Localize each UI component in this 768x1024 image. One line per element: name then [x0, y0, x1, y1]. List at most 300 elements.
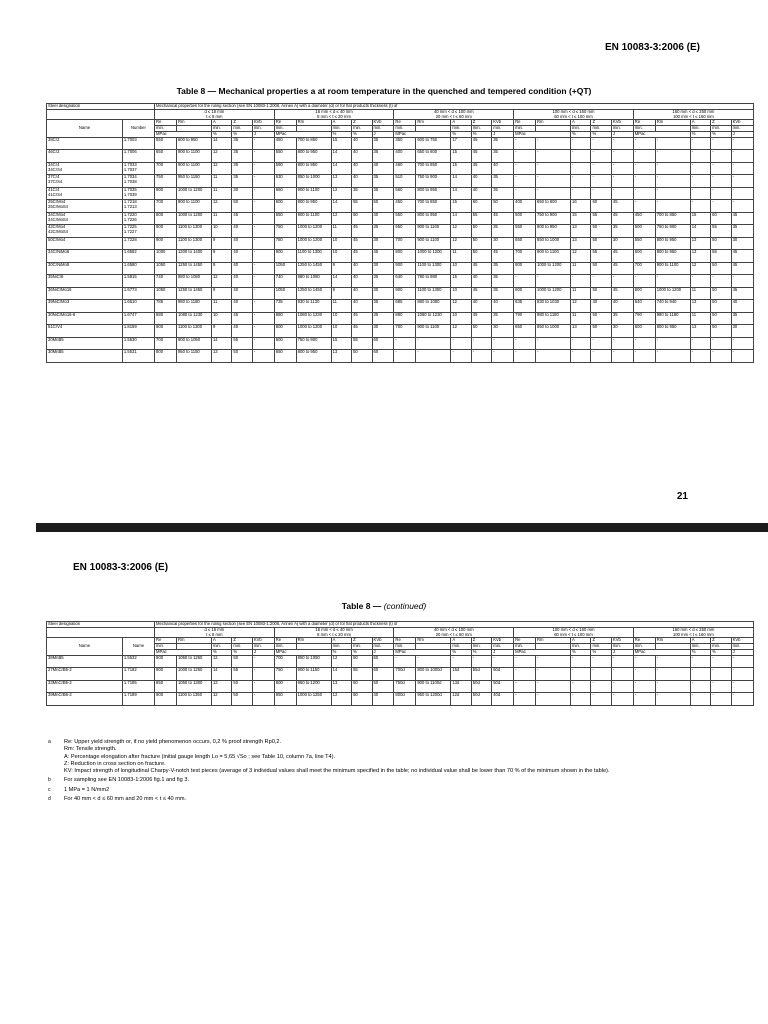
value-cell: - — [536, 150, 571, 163]
range-thickness: 8 mm < t ≤ 20 mm — [317, 113, 351, 119]
value-cell: 650 — [274, 212, 296, 225]
min-header: min. — [571, 126, 591, 132]
value-cell: 750d — [394, 680, 416, 693]
value-cell: - — [571, 137, 591, 150]
value-cell: 60 — [471, 200, 491, 213]
value-cell: - — [394, 337, 416, 350]
value-cell: 50 — [471, 225, 491, 238]
steel-name-cell — [47, 162, 123, 175]
value-cell: - — [633, 162, 655, 175]
value-cell: 55 — [232, 337, 252, 350]
value-cell: 785 — [155, 300, 177, 313]
unit-joule: J — [372, 650, 394, 656]
value-cell: - — [633, 175, 655, 188]
value-cell: - — [711, 680, 731, 693]
steel-name: 46Cr2 — [48, 149, 60, 155]
property-symbol-header: Z — [471, 638, 491, 644]
footnote-mark: a — [48, 739, 51, 745]
value-cell: 55 — [591, 212, 611, 225]
designation-spacer — [47, 627, 155, 638]
value-cell: 1000 to 1200 — [176, 187, 211, 200]
value-cell: - — [591, 175, 611, 188]
footnote — [46, 787, 754, 794]
steel-number: 1.7213 — [123, 204, 137, 210]
value-cell: 780 to 980 — [416, 275, 451, 288]
min-header: min. — [690, 644, 710, 650]
value-cell: - — [492, 655, 514, 668]
value-cell: - — [711, 655, 731, 668]
value-cell: - — [633, 350, 655, 363]
value-cell: 650 — [274, 350, 296, 363]
range-diameter: 160 mm < d ≤ 250 mm — [672, 109, 715, 114]
value-cell: 750 to 900 — [296, 337, 331, 350]
value-cell: 800 — [394, 250, 416, 263]
value-cell: - — [252, 275, 274, 288]
value-cell: - — [655, 275, 690, 288]
value-cell: - — [655, 150, 690, 163]
steel-name-cell — [47, 275, 123, 288]
steel-name-cell — [47, 187, 123, 200]
value-cell: 35 — [372, 300, 394, 313]
value-cell: 800 to 950 — [296, 200, 331, 213]
value-cell: - — [633, 680, 655, 693]
min-header: min. — [633, 126, 655, 132]
value-cell: - — [252, 312, 274, 325]
value-cell: 880 — [274, 312, 296, 325]
value-cell: 980 to 1180 — [176, 300, 211, 313]
value-cell: 640 — [394, 275, 416, 288]
value-cell: 40 — [352, 287, 372, 300]
value-cell: - — [611, 187, 633, 200]
section-range-header — [274, 627, 394, 638]
value-cell: 13d — [451, 680, 471, 693]
property-symbol-header: Rm — [416, 638, 451, 644]
min-header: min. — [611, 644, 633, 650]
unit-percent: % — [690, 132, 710, 138]
table-row — [47, 150, 754, 163]
unit-mpa: MPac — [633, 650, 690, 656]
value-cell: 9 — [211, 250, 231, 263]
value-cell: 35 — [352, 187, 372, 200]
min-header: min. — [232, 644, 252, 650]
steel-number: 1.7218 — [123, 199, 137, 205]
table-row — [47, 325, 754, 338]
steel-number: 1.7033 — [123, 162, 137, 167]
value-cell: 900 — [155, 225, 177, 238]
value-cell: - — [655, 668, 690, 681]
value-cell: 45 — [611, 212, 633, 225]
value-cell: 1100 to 1300 — [416, 262, 451, 275]
value-cell: - — [571, 187, 591, 200]
value-cell: 1000 to 1200 — [296, 225, 331, 238]
steel-name-cell — [47, 655, 123, 668]
value-cell: 50 — [352, 693, 372, 706]
unit-percent: % — [331, 132, 351, 138]
value-cell: - — [252, 200, 274, 213]
unit-mpa: MPac — [514, 650, 571, 656]
steel-name-cell — [47, 200, 123, 213]
value-cell: 30 — [372, 262, 394, 275]
value-cell: 11 — [690, 312, 710, 325]
steel-number: 1.7039 — [123, 191, 137, 197]
property-symbol-header: Re — [514, 638, 536, 644]
value-cell: 40 — [352, 275, 372, 288]
value-cell: - — [252, 225, 274, 238]
value-cell: - — [690, 150, 710, 163]
value-cell: 9 — [211, 287, 231, 300]
value-cell: - — [416, 655, 451, 668]
value-cell: 50 — [471, 325, 491, 338]
value-cell: 60 — [372, 655, 394, 668]
value-cell: 50 — [471, 237, 491, 250]
steel-name: 38Cr2 — [48, 137, 60, 142]
section-range-header — [394, 627, 514, 638]
value-cell: 50 — [352, 655, 372, 668]
value-cell: 50 — [232, 200, 252, 213]
value-cell: 900 to 1100 — [296, 212, 331, 225]
value-cell: - — [711, 162, 731, 175]
value-cell: 45 — [352, 312, 372, 325]
value-cell: 1100 to 1300 — [296, 250, 331, 263]
value-cell: - — [711, 668, 731, 681]
range-thickness: 20 mm < t ≤ 60 mm — [435, 113, 472, 119]
table-title-main: Table 8 — — [341, 601, 382, 611]
value-cell: 30 — [232, 187, 252, 200]
value-cell: - — [655, 137, 690, 150]
value-cell: 35 — [372, 225, 394, 238]
property-symbol-header: KVb — [611, 638, 633, 644]
value-cell: 45 — [352, 237, 372, 250]
steel-name: 30CrNiMo8 — [48, 262, 70, 267]
min-header: min. — [731, 126, 753, 132]
unit-percent: % — [331, 650, 351, 656]
value-cell: 12 — [211, 200, 231, 213]
range-diameter: d ≤ 16 mm — [204, 627, 225, 632]
value-cell: - — [711, 337, 731, 350]
value-cell: 40 — [471, 275, 491, 288]
value-cell: 1000 to 1250 — [176, 668, 211, 681]
value-cell: - — [514, 275, 536, 288]
value-cell: 16 — [571, 200, 591, 213]
min-header: min. — [252, 126, 274, 132]
value-cell: 800 to 950 — [176, 137, 211, 150]
property-symbol-header: KVb — [252, 120, 274, 126]
steel-number: 1.7038 — [123, 179, 137, 185]
min-header: min. — [451, 126, 471, 132]
steel-number: 1.5532 — [123, 655, 137, 660]
value-cell: 45 — [471, 162, 491, 175]
table-row — [47, 250, 754, 263]
value-cell: 600 — [633, 325, 655, 338]
value-cell: 35 — [492, 150, 514, 163]
value-cell: 50 — [591, 312, 611, 325]
min-header: min. — [331, 126, 351, 132]
range-diameter: 40 mm < d ≤ 100 mm — [433, 627, 474, 632]
steel-number: 1.8159 — [123, 324, 137, 330]
min-header: min. — [571, 644, 591, 650]
footnote-line: Z: Reduction in cross section on fracture. — [64, 760, 166, 767]
value-cell: 15d — [451, 668, 471, 681]
value-cell: - — [655, 337, 690, 350]
property-symbol-header: Re — [394, 120, 416, 126]
value-cell: 1050 — [155, 287, 177, 300]
value-cell: 45 — [611, 262, 633, 275]
steel-name: 34CrMoS4 — [48, 216, 69, 222]
steel-number-cell — [122, 225, 154, 238]
value-cell: 30 — [611, 325, 633, 338]
steel-name: 20MnB5 — [48, 337, 64, 342]
value-cell: 800 to 950 — [536, 225, 571, 238]
value-cell: 50 — [232, 680, 252, 693]
value-cell: - — [252, 162, 274, 175]
value-cell: - — [252, 237, 274, 250]
property-symbol-header: Z — [591, 120, 611, 126]
value-cell: 880 to 1080 — [416, 300, 451, 313]
value-cell: 50 — [711, 262, 731, 275]
value-cell: 35 — [372, 187, 394, 200]
value-cell: 60 — [372, 668, 394, 681]
min-header: min. — [394, 126, 416, 132]
value-cell: 40 — [232, 262, 252, 275]
value-cell: 800 — [514, 287, 536, 300]
value-cell: - — [633, 275, 655, 288]
value-cell: - — [571, 175, 591, 188]
number-header: Number — [122, 120, 154, 137]
property-symbol-header: KVb — [731, 120, 753, 126]
value-cell: 11 — [211, 212, 231, 225]
value-cell: 550 — [514, 225, 536, 238]
value-cell: 650 to 800 — [536, 200, 571, 213]
value-cell: 35 — [492, 262, 514, 275]
steel-name: 27MnCrB5-2 — [48, 667, 72, 673]
value-cell: 45 — [352, 225, 372, 238]
steel-name-cell — [47, 312, 123, 325]
section-range-header — [633, 109, 753, 120]
unit-percent: % — [211, 132, 231, 138]
value-cell: - — [492, 350, 514, 363]
value-cell: - — [536, 337, 571, 350]
value-cell: - — [711, 350, 731, 363]
value-cell: 50 — [711, 312, 731, 325]
table-row — [47, 287, 754, 300]
value-cell: 35 — [611, 225, 633, 238]
steel-name: 34CrS4 — [48, 166, 63, 172]
steel-name: 34CrNiMo6 — [48, 249, 70, 255]
table-row — [47, 337, 754, 350]
value-cell: 900 to 1100 — [176, 200, 211, 213]
value-cell: - — [536, 655, 571, 668]
value-cell: 750 to 900 — [536, 212, 571, 225]
unit-percent: % — [471, 650, 491, 656]
range-thickness: 100 mm < t ≤ 160 mm — [672, 631, 714, 637]
table-row — [47, 262, 754, 275]
min-header: min. — [731, 644, 753, 650]
section-range-header — [514, 109, 634, 120]
value-cell: 790 — [633, 312, 655, 325]
value-cell: 880 — [155, 312, 177, 325]
steel-number-cell — [122, 162, 154, 175]
value-cell: 40 — [471, 187, 491, 200]
property-symbol-header: Rm — [536, 120, 571, 126]
value-cell: 12 — [331, 187, 351, 200]
value-cell: 800 — [155, 668, 177, 681]
steel-number: 1.6510 — [123, 299, 137, 305]
steel-number: 1.7003 — [123, 137, 137, 142]
steel-name: 25CrMoS4 — [48, 204, 69, 210]
value-cell: 1200 to 1400 — [176, 250, 211, 263]
value-cell: 740 to 940 — [655, 300, 690, 313]
steel-number: 1.7006 — [123, 149, 137, 155]
value-cell: - — [611, 150, 633, 163]
value-cell: 35 — [731, 225, 753, 238]
value-cell: 40 — [492, 162, 514, 175]
value-cell: 900 to 1100 — [416, 325, 451, 338]
value-cell: 540 — [633, 300, 655, 313]
value-cell: 650 — [394, 225, 416, 238]
value-cell: 700 to 850 — [416, 200, 451, 213]
value-cell: 30 — [372, 237, 394, 250]
value-cell: 630 — [274, 175, 296, 188]
value-cell: 12 — [331, 693, 351, 706]
table-row — [47, 693, 754, 706]
value-cell: - — [711, 187, 731, 200]
value-cell: 40 — [471, 300, 491, 313]
value-cell: 45 — [731, 262, 753, 275]
value-cell: 800 — [633, 287, 655, 300]
value-cell: 900 to 1100d — [416, 680, 451, 693]
value-cell: - — [252, 287, 274, 300]
table-row — [47, 200, 754, 213]
steel-name-cell — [47, 150, 123, 163]
value-cell: - — [252, 337, 274, 350]
value-cell: 1050 — [274, 262, 296, 275]
value-cell: 1100 to 1300 — [176, 225, 211, 238]
value-cell: - — [252, 175, 274, 188]
value-cell: 1050 to 1300 — [176, 680, 211, 693]
steel-name-cell — [47, 337, 123, 350]
value-cell: 1100 to 1300 — [176, 325, 211, 338]
min-header: min. — [331, 644, 351, 650]
value-cell: 50 — [591, 325, 611, 338]
table-title: Table 8 — Mechanical properties a at room temperature in the quenched and tempered condition (+QT) — [176, 86, 592, 96]
page-divider — [36, 523, 768, 532]
value-cell: 1080 to 1230 — [416, 312, 451, 325]
property-symbol-header: A — [331, 120, 351, 126]
value-cell: - — [711, 693, 731, 706]
value-cell: - — [252, 655, 274, 668]
value-cell: - — [252, 262, 274, 275]
value-cell: - — [731, 275, 753, 288]
min-header: min. — [611, 126, 633, 132]
value-cell: 35 — [372, 137, 394, 150]
steel-name: 51CrV4 — [48, 324, 63, 330]
value-cell: 10 — [451, 262, 471, 275]
value-cell: 45 — [352, 325, 372, 338]
value-cell: 15 — [451, 200, 471, 213]
steel-number: 1.7034 — [123, 174, 137, 180]
footnote — [46, 739, 754, 775]
property-symbol-header: Rm — [296, 120, 331, 126]
property-symbol-header: KVb — [611, 120, 633, 126]
value-cell: 45 — [372, 250, 394, 263]
value-cell: 40 — [611, 300, 633, 313]
property-symbol-header: KVb — [372, 638, 394, 644]
value-cell: 50 — [591, 287, 611, 300]
property-symbol-header: Re — [633, 638, 655, 644]
steel-number-cell — [122, 200, 154, 213]
value-cell: 15 — [451, 150, 471, 163]
value-cell: 15 — [690, 212, 710, 225]
value-cell: - — [633, 668, 655, 681]
properties-caption-header: Mechanical properties for the ruling section (see EN 10083-1:2006, Annex A) with a diameter (d) or for flat products thickness (t) of — [155, 104, 754, 110]
value-cell: 790 — [514, 312, 536, 325]
value-cell: 50 — [711, 287, 731, 300]
value-cell: 13 — [331, 680, 351, 693]
value-cell: 800 to 950 — [416, 212, 451, 225]
value-cell: 900 to 1100 — [176, 162, 211, 175]
footnote-line: 1 MPa = 1 N/mm2 — [64, 786, 110, 793]
value-cell: 55 — [352, 668, 372, 681]
value-cell: 1000 to 1200 — [296, 237, 331, 250]
value-cell: - — [514, 693, 536, 706]
steel-name: 42CrMo4 — [48, 224, 66, 230]
value-cell: 15 — [571, 212, 591, 225]
table-row — [47, 187, 754, 200]
property-symbol-header: Rm — [416, 120, 451, 126]
range-thickness: 60 mm < t ≤ 100 mm — [554, 113, 593, 119]
value-cell: - — [471, 655, 491, 668]
value-cell: 10 — [331, 250, 351, 263]
value-cell: 40 — [591, 300, 611, 313]
value-cell: 1000 to 1200 — [536, 262, 571, 275]
value-cell: 11 — [211, 300, 231, 313]
value-cell: 13 — [211, 350, 231, 363]
value-cell: 50 — [492, 200, 514, 213]
value-cell: 50 — [591, 237, 611, 250]
value-cell: - — [571, 680, 591, 693]
value-cell: 14 — [331, 668, 351, 681]
property-symbol-header: Rm — [176, 120, 211, 126]
value-cell: - — [731, 150, 753, 163]
value-cell: 660 — [274, 187, 296, 200]
property-symbol-header: Rm — [176, 638, 211, 644]
value-cell: - — [731, 162, 753, 175]
value-cell: - — [451, 350, 471, 363]
value-cell: 800 — [155, 187, 177, 200]
steel-name-cell — [47, 237, 123, 250]
value-cell: - — [731, 187, 753, 200]
value-cell: 50 — [711, 325, 731, 338]
property-symbol-header: KVb — [492, 638, 514, 644]
value-cell: 11 — [331, 225, 351, 238]
value-cell: - — [731, 668, 753, 681]
value-cell: - — [591, 680, 611, 693]
value-cell: - — [591, 350, 611, 363]
steel-name: 25CrMo4 — [48, 199, 66, 205]
property-symbol-header: Re — [394, 638, 416, 644]
value-cell: 40 — [232, 237, 252, 250]
property-symbol-header: Re — [274, 638, 296, 644]
value-cell: 400 — [394, 150, 416, 163]
min-header: min. — [471, 126, 491, 132]
value-cell: 13 — [690, 250, 710, 263]
value-cell: 45 — [611, 287, 633, 300]
value-cell: 11 — [451, 250, 471, 263]
table-row — [47, 275, 754, 288]
property-symbol-header: Z — [711, 638, 731, 644]
value-cell: 900 — [394, 262, 416, 275]
value-cell: - — [536, 350, 571, 363]
